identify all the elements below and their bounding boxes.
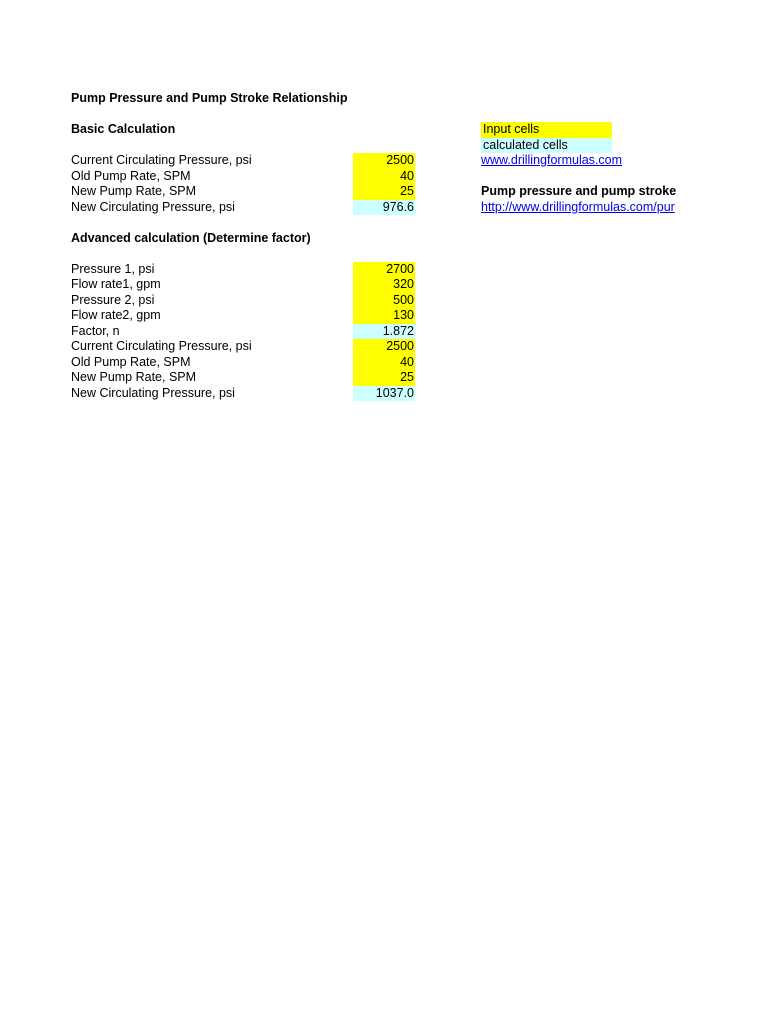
adv-row-pressure-2 [0,293,768,309]
basic-row-new-pressure [0,200,768,216]
adv-row-new-pressure [0,386,768,402]
adv-label-factor: Factor, n [71,323,120,338]
adv-row-current-pressure [0,339,768,355]
adv-label-new-pump-rate: New Pump Rate, SPM [71,370,197,384]
article-link[interactable]: http://www.drillingformulas.com/pur [481,199,675,214]
advanced-calculation-heading: Advanced calculation (Determine factor) [71,230,311,245]
basic-label-old-pump-rate: Old Pump Rate, SPM [71,168,191,183]
basic-calculation-heading: Basic Calculation [71,122,176,136]
basic-label-current-pressure: Current Circulating Pressure, psi [71,153,252,167]
basic-input-current-pressure[interactable]: 2500 [353,153,415,169]
adv-label-pressure-2: Pressure 2, psi [71,292,155,307]
adv-input-old-pump-rate[interactable]: 40 [353,355,415,371]
adv-row-flow-rate-1 [0,277,768,293]
adv-result-factor: 1.872 [353,324,415,340]
basic-label-new-pump-rate: New Pump Rate, SPM [71,184,197,198]
adv-row-new-pump-rate [0,370,768,386]
site-link[interactable]: www.drillingformulas.com [481,153,623,167]
adv-label-flow-rate-1: Flow rate1, gpm [71,277,161,291]
adv-label-old-pump-rate: Old Pump Rate, SPM [71,354,191,369]
basic-label-new-pressure: New Circulating Pressure, psi [71,199,235,214]
basic-row-current-pressure [0,153,768,169]
adv-input-pressure-1[interactable]: 2700 [353,262,415,278]
title-row [0,91,768,107]
adv-row-factor [0,324,768,340]
basic-row-old-pump-rate [0,169,768,185]
adv-result-new-pressure: 1037.0 [353,386,415,402]
basic-input-new-pump-rate[interactable]: 25 [353,184,415,200]
advanced-heading-row [0,231,768,247]
page-title: Pump Pressure and Pump Stroke Relationship [71,91,348,105]
adv-input-current-pressure[interactable]: 2500 [353,339,415,355]
basic-result-new-pressure: 976.6 [353,200,415,216]
legend-calculated-row [0,138,768,154]
adv-row-old-pump-rate [0,355,768,371]
legend-calculated-cells: calculated cells [481,138,612,154]
legend-input-cells: Input cells [481,122,612,138]
adv-label-current-pressure: Current Circulating Pressure, psi [71,339,252,353]
article-title: Pump pressure and pump stroke [481,184,677,198]
basic-row-new-pump-rate [0,184,768,200]
adv-input-new-pump-rate[interactable]: 25 [353,370,415,386]
basic-input-old-pump-rate[interactable]: 40 [353,169,415,185]
adv-row-flow-rate-2 [0,308,768,324]
basic-heading-row [0,122,768,138]
adv-input-flow-rate-2[interactable]: 130 [353,308,415,324]
adv-input-flow-rate-1[interactable]: 320 [353,277,415,293]
adv-label-new-pressure: New Circulating Pressure, psi [71,385,235,400]
adv-input-pressure-2[interactable]: 500 [353,293,415,309]
adv-label-pressure-1: Pressure 1, psi [71,261,155,276]
adv-label-flow-rate-2: Flow rate2, gpm [71,308,161,322]
adv-row-pressure-1 [0,262,768,278]
